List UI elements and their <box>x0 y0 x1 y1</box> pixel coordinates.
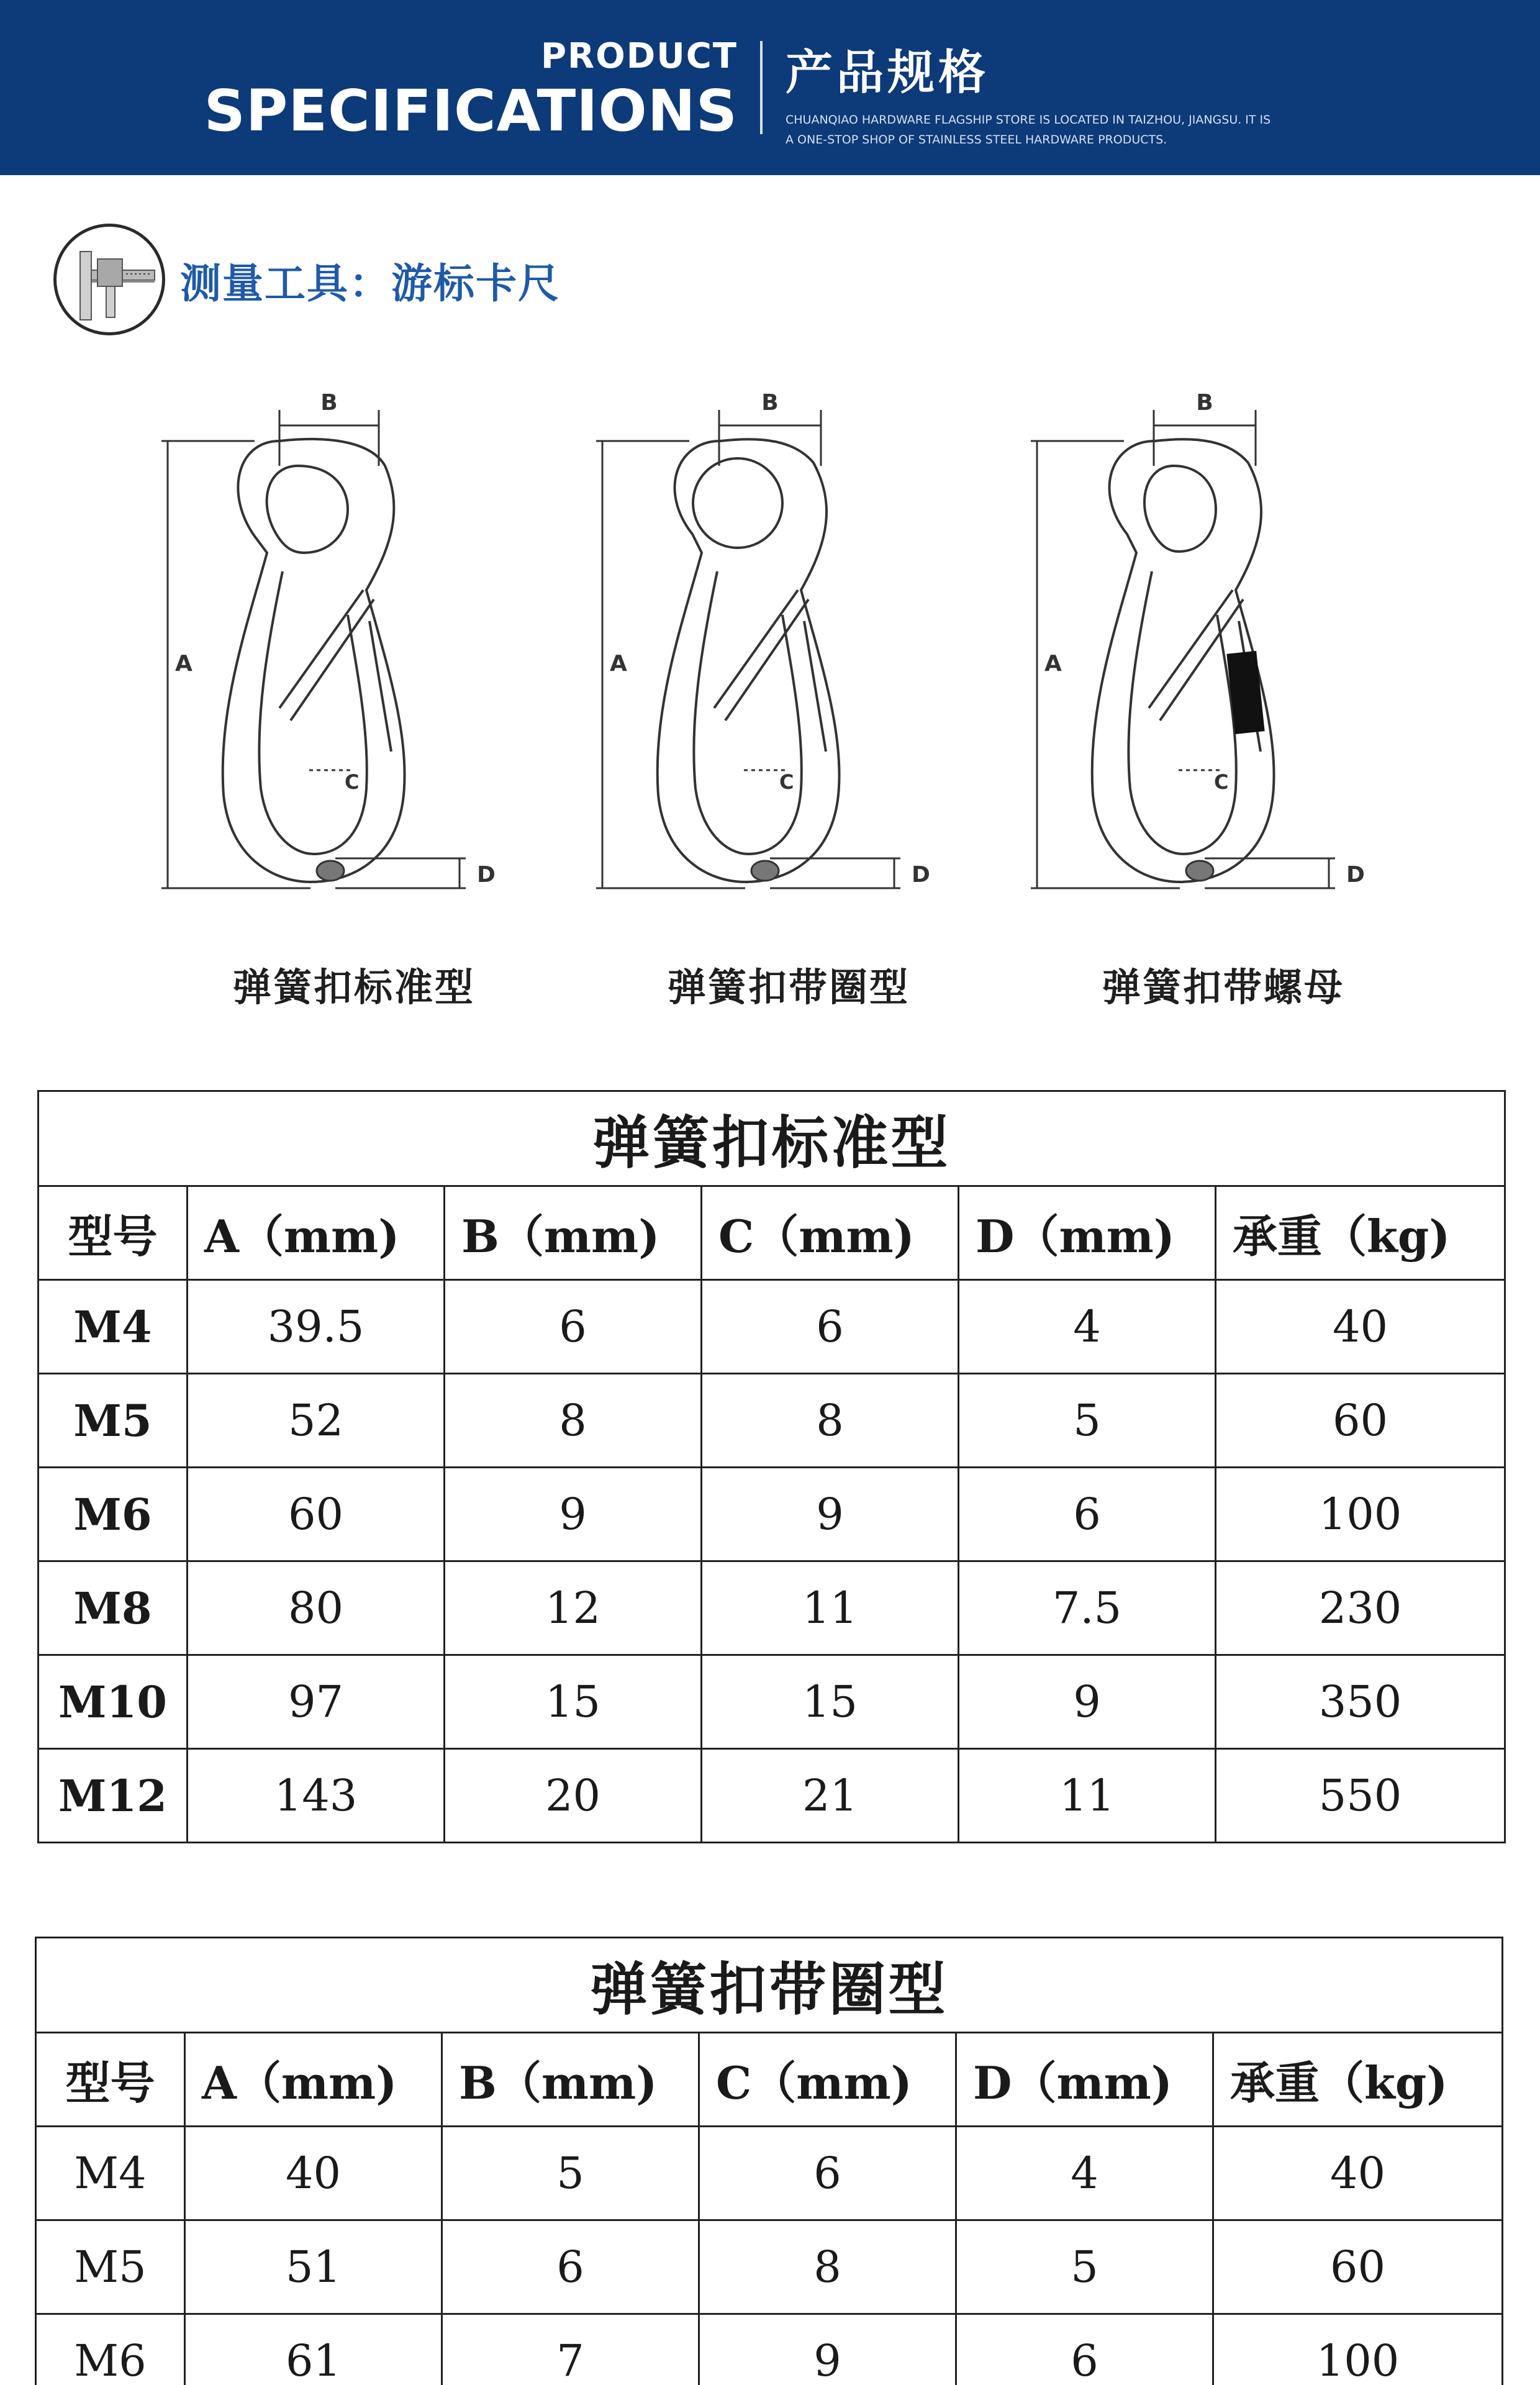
table-title-row <box>36 1938 1503 2033</box>
table-title: 弹簧扣标准型 <box>38 1091 1505 1186</box>
diagram-with-nut <box>1018 385 1428 932</box>
cell-c: 9 <box>702 1468 959 1561</box>
cell-a: 39.5 <box>188 1280 445 1374</box>
header-b: B（mm) <box>445 1186 702 1280</box>
label-b: B <box>761 390 779 416</box>
table-header-row <box>38 1186 1505 1280</box>
cell-model: M8 <box>38 1561 188 1655</box>
caption-with-ring: 弹簧扣带圈型 <box>667 965 910 1010</box>
cell-c: 21 <box>702 1749 959 1843</box>
header-model: 型号 <box>38 1186 188 1280</box>
spec-table-ring-container <box>35 1937 1504 2385</box>
caption-standard: 弹簧扣标准型 <box>232 965 475 1010</box>
table-row <box>36 2127 1503 2220</box>
table-title: 弹簧扣带圈型 <box>36 1938 1503 2033</box>
cell-c: 8 <box>702 1374 959 1468</box>
cell-b: 12 <box>445 1561 702 1655</box>
cell-load: 40 <box>1213 2127 1503 2220</box>
cell-b: 8 <box>445 1374 702 1468</box>
spec-table-with-ring <box>35 1937 1503 2385</box>
header-model: 型号 <box>36 2033 185 2127</box>
cell-load: 550 <box>1216 1749 1505 1843</box>
cell-d: 6 <box>959 1468 1216 1561</box>
table-row <box>38 1374 1505 1468</box>
header-c: C（mm) <box>702 1186 959 1280</box>
diagram-with-ring <box>584 385 994 932</box>
cell-c: 15 <box>702 1655 959 1749</box>
header-load: 承重（kg) <box>1216 1186 1505 1280</box>
cell-a: 40 <box>185 2127 442 2220</box>
banner-cn-group <box>786 35 1344 150</box>
label-d: D <box>912 862 930 888</box>
table-row <box>38 1655 1505 1749</box>
header-load: 承重（kg) <box>1213 2033 1503 2127</box>
table-row <box>36 2220 1503 2314</box>
header-b: B（mm) <box>442 2033 699 2127</box>
cell-c: 9 <box>699 2314 956 2385</box>
cell-model: M5 <box>38 1374 188 1468</box>
cell-a: 51 <box>185 2220 442 2314</box>
cell-model: M5 <box>36 2220 185 2314</box>
cell-b: 9 <box>445 1468 702 1561</box>
label-a: A <box>1044 651 1062 676</box>
cell-b: 15 <box>445 1655 702 1749</box>
cell-b: 6 <box>442 2220 699 2314</box>
banner-title-group <box>204 36 738 144</box>
label-b: B <box>320 390 338 416</box>
cell-d: 5 <box>956 2220 1213 2314</box>
banner-subtitle-line1: CHUANQIAO HARDWARE FLAGSHIP STORE IS LOCATED IN TAIZHOU, JIANGSU. IT IS <box>786 113 1271 127</box>
header-d: D（mm) <box>956 2033 1213 2127</box>
table-row <box>38 1561 1505 1655</box>
cell-model: M6 <box>36 2314 185 2385</box>
banner-specifications-text: SPECIFICATIONS <box>204 78 738 144</box>
table-row <box>36 2314 1503 2385</box>
banner-title-cn: 产品规格 <box>786 45 989 100</box>
banner-subtitle <box>786 110 1344 150</box>
cell-d: 5 <box>959 1374 1216 1468</box>
banner-subtitle-line2: A ONE-STOP SHOP OF STAINLESS STEEL HARDWARE PRODUCTS. <box>786 133 1167 147</box>
label-a: A <box>610 651 627 676</box>
label-d: D <box>477 862 496 888</box>
cell-c: 6 <box>702 1280 959 1374</box>
cell-b: 5 <box>442 2127 699 2220</box>
cell-model: M12 <box>38 1749 188 1843</box>
cell-a: 61 <box>185 2314 442 2385</box>
cell-load: 100 <box>1213 2314 1503 2385</box>
cell-model: M4 <box>38 1280 188 1374</box>
caliper-icon <box>53 224 165 335</box>
cell-a: 52 <box>188 1374 445 1468</box>
cell-load: 100 <box>1216 1468 1505 1561</box>
cell-a: 60 <box>188 1468 445 1561</box>
header-a: A（mm) <box>185 2033 442 2127</box>
cell-model: M4 <box>36 2127 185 2220</box>
table-row <box>38 1468 1505 1561</box>
cell-model: M6 <box>38 1468 188 1561</box>
cell-d: 9 <box>959 1655 1216 1749</box>
banner-divider <box>760 41 763 134</box>
cell-a: 97 <box>188 1655 445 1749</box>
label-c: C <box>779 770 794 794</box>
label-a: A <box>175 651 192 676</box>
label-b: B <box>1196 390 1213 416</box>
cell-c: 6 <box>699 2127 956 2220</box>
table-row <box>38 1749 1505 1843</box>
label-c: C <box>345 770 360 794</box>
spec-table-standard <box>37 1090 1506 1843</box>
cell-load: 230 <box>1216 1561 1505 1655</box>
table-row <box>38 1280 1505 1374</box>
cell-load: 60 <box>1216 1374 1505 1468</box>
header-a: A（mm) <box>188 1186 445 1280</box>
cell-d: 6 <box>956 2314 1213 2385</box>
cell-d: 4 <box>956 2127 1213 2220</box>
label-c: C <box>1214 770 1229 794</box>
cell-load: 60 <box>1213 2220 1503 2314</box>
measuring-tool-label: 测量工具：游标卡尺 <box>180 259 560 307</box>
cell-b: 7 <box>442 2314 699 2385</box>
cell-b: 20 <box>445 1749 702 1843</box>
measuring-tool-row <box>53 224 560 335</box>
diagram-standard <box>149 385 559 932</box>
header-c: C（mm) <box>699 2033 956 2127</box>
label-d: D <box>1346 862 1365 888</box>
cell-d: 4 <box>959 1280 1216 1374</box>
caption-with-nut: 弹簧扣带螺母 <box>1102 965 1344 1010</box>
cell-c: 8 <box>699 2220 956 2314</box>
cell-a: 80 <box>188 1561 445 1655</box>
header-d: D（mm) <box>959 1186 1216 1280</box>
cell-model: M10 <box>38 1655 188 1749</box>
cell-load: 40 <box>1216 1280 1505 1374</box>
banner-product-text: PRODUCT <box>540 36 738 76</box>
cell-a: 143 <box>188 1749 445 1843</box>
cell-b: 6 <box>445 1280 702 1374</box>
table-header-row <box>36 2033 1503 2127</box>
header-banner <box>0 0 1540 175</box>
cell-d: 11 <box>959 1749 1216 1843</box>
cell-d: 7.5 <box>959 1561 1216 1655</box>
cell-c: 11 <box>702 1561 959 1655</box>
table-title-row <box>38 1091 1505 1186</box>
cell-load: 350 <box>1216 1655 1505 1749</box>
